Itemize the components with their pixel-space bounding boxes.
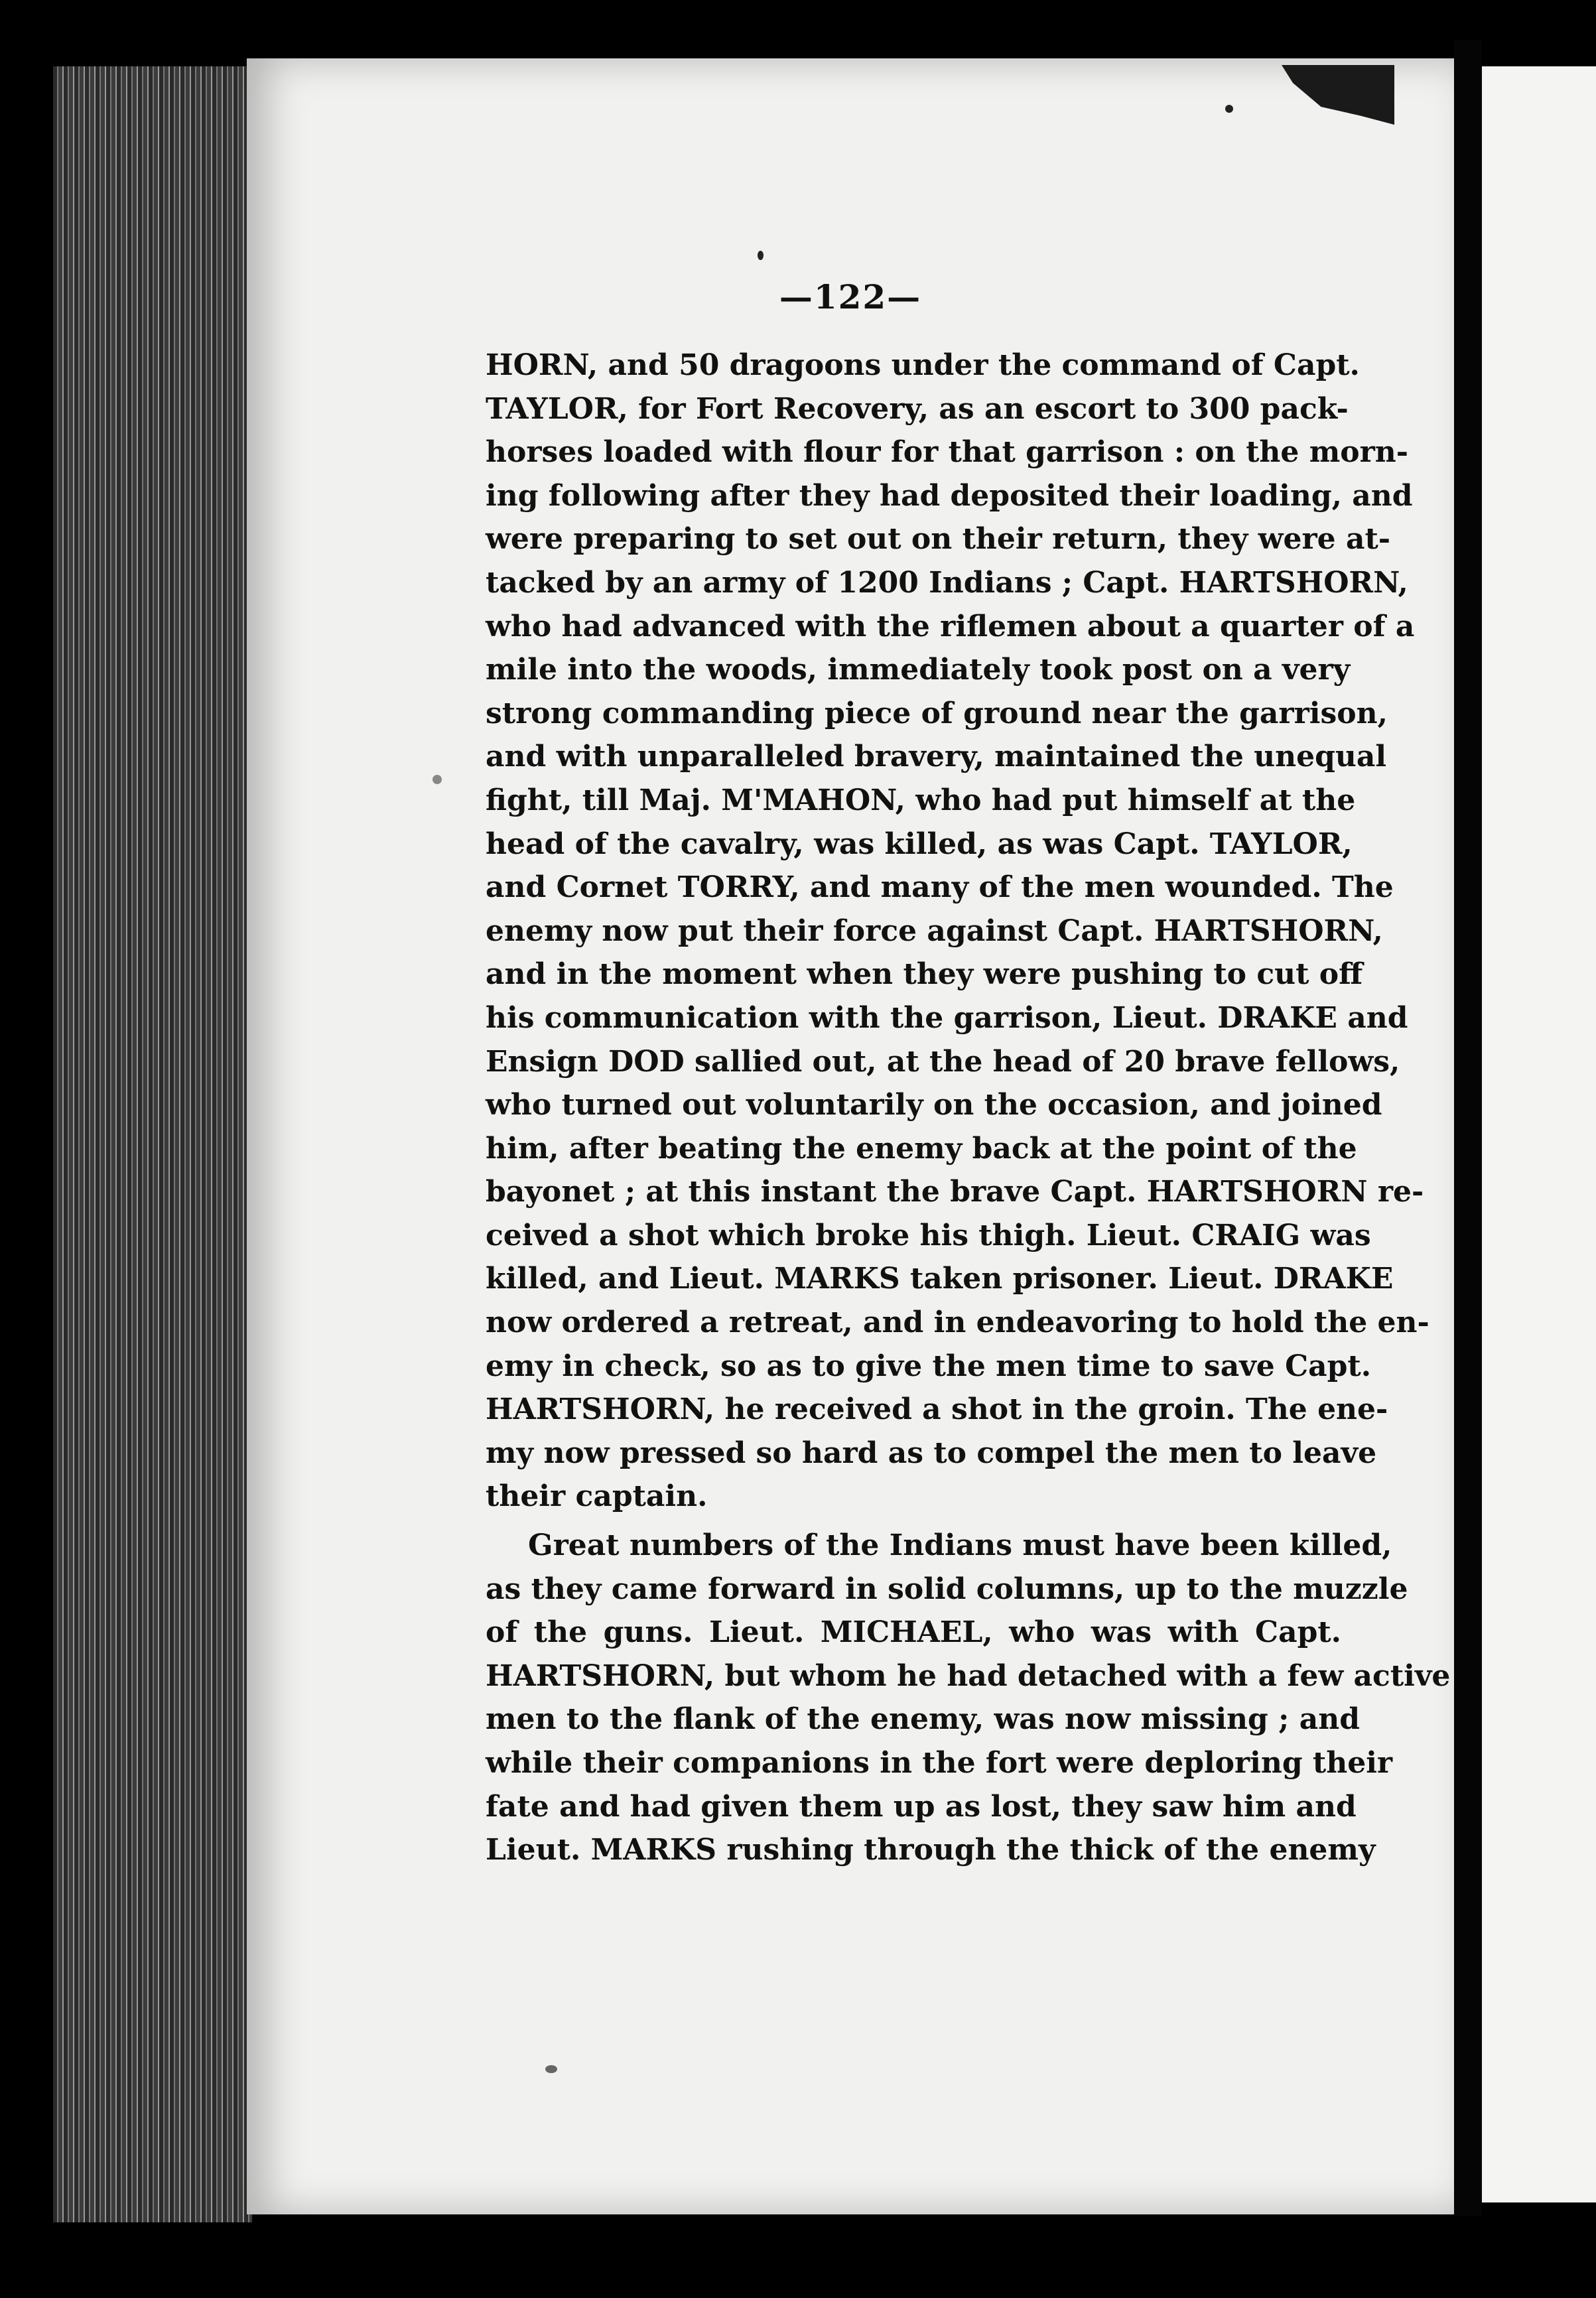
text-line: and Cornet TORRY, and many of the men wounded. The [486,870,1394,905]
text-line: him, after beating the enemy back at the point of the [486,1131,1357,1166]
text-line: HARTSHORN, but whom he had detached with a few active [486,1658,1451,1693]
text-line: men to the flank of the enemy, was now missing ; and [486,1702,1360,1737]
ink-speck [758,251,764,260]
paragraph-gap [486,1519,1341,1524]
facing-page [1482,66,1596,2202]
text-line: killed, and Lieut. MARKS taken prisoner. Lieut. DRAKE [486,1262,1394,1296]
text-line: HARTSHORN, he received a shot in the groin. The ene- [486,1392,1388,1427]
text-line: Ensign DOD sallied out, at the head of 20 brave fellows, [486,1044,1400,1079]
text-line: bayonet ; at this instant the brave Capt. HARTSHORN re- [486,1175,1424,1209]
text-line: ceived a shot which broke his thigh. Lieut. CRAIG was [486,1218,1371,1252]
torn-corner [1282,65,1394,125]
text-line: HORN, and 50 dragoons under the command of Capt. [486,348,1360,382]
text-line: of the guns. Lieut. MICHAEL, who was with Capt. [486,1615,1341,1650]
body-text [486,344,1451,1872]
text-line: tacked by an army of 1200 Indians ; Capt. HARTSHORN, [486,565,1408,600]
text-line: while their companions in the fort were deploring their [486,1746,1393,1780]
text-line: who had advanced with the riflemen about a quarter of a [486,609,1415,643]
text-line: and with unparalleled bravery, maintained the unequal [486,740,1387,774]
text-line: enemy now put their force against Capt. HARTSHORN, [486,913,1383,948]
text-line: ing following after they had deposited their loading, and [486,478,1413,513]
text-line: mile into the woods, immediately took post on a very [486,653,1351,687]
text-line: Great numbers of the Indians must have been killed, [528,1528,1392,1563]
ink-speck [545,2065,557,2073]
text-line: who turned out voluntarily on the occasion, and joined [486,1088,1382,1122]
text-line: head of the cavalry, was killed, as was Capt. TAYLOR, [486,827,1353,861]
text-line: were preparing to set out on their return, they were at- [486,522,1391,557]
page-number: —122— [779,277,922,316]
text-line: fight, till Maj. M'MAHON, who had put himself at the [486,783,1356,817]
text-line: my now pressed so hard as to compel the men to leave [486,1436,1377,1470]
text-line: strong commanding piece of ground near the garrison, [486,696,1388,730]
text-line: his communication with the garrison, Lieut. DRAKE and [486,1000,1408,1035]
book-page [247,58,1454,2214]
page-gutter [1454,40,1482,2216]
ink-speck [1225,105,1233,113]
page-edges [53,66,252,2222]
text-line: now ordered a retreat, and in endeavoring to hold the en- [486,1306,1430,1340]
text-line: fate and had given them up as lost, they saw him and [486,1789,1357,1824]
text-line: as they came forward in solid columns, up to the muzzle [486,1572,1408,1606]
text-line: their captain. [486,1479,708,1514]
text-line: and in the moment when they were pushing to cut off [486,957,1363,992]
text-line: emy in check, so as to give the men time to save Capt. [486,1349,1372,1383]
text-line: Lieut. MARKS rushing through the thick of the enemy [486,1833,1376,1867]
text-line: TAYLOR, for Fort Recovery, as an escort to 300 pack- [486,391,1349,426]
ink-speck [432,775,442,784]
text-line: horses loaded with flour for that garrison : on the morn- [486,435,1409,470]
